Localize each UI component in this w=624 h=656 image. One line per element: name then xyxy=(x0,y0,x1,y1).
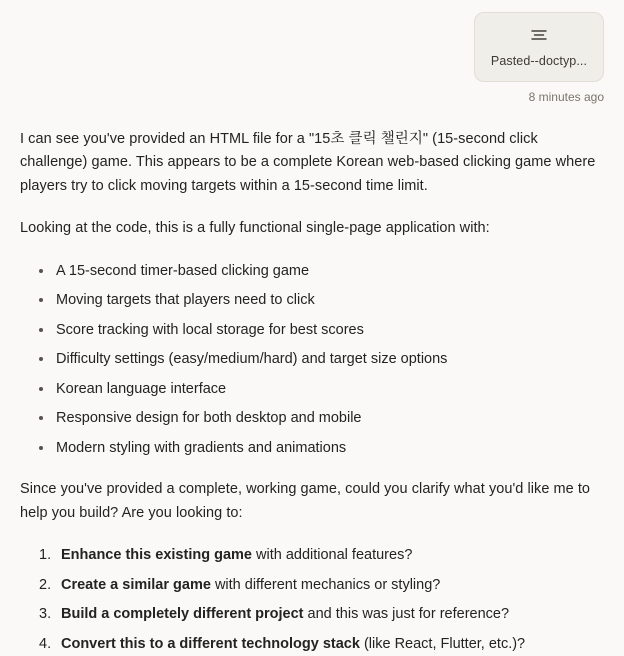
list-item: Difficulty settings (easy/medium/hard) and target size options xyxy=(37,348,604,370)
option-title: Build a completely different project xyxy=(61,606,304,623)
list-item: Moving targets that players need to click xyxy=(37,289,604,311)
list-item: Korean language interface xyxy=(37,378,604,400)
option-detail: and this was just for reference? xyxy=(303,606,510,623)
assistant-message xyxy=(0,104,624,656)
options-list xyxy=(20,544,604,655)
attachment-name: Pasted--doctyp... xyxy=(490,54,588,68)
option-title: Create a similar game xyxy=(61,576,211,593)
list-item xyxy=(37,544,604,567)
option-title: Enhance this existing game xyxy=(61,547,252,564)
attachment-row xyxy=(0,0,624,82)
attachment-card[interactable] xyxy=(474,12,604,82)
option-detail: (like React, Flutter, etc.)? xyxy=(359,636,526,653)
list-item: Responsive design for both desktop and mobile xyxy=(37,407,604,429)
option-title: Convert this to a different technology stack xyxy=(61,636,360,653)
option-detail: with different mechanics or styling? xyxy=(210,576,441,593)
list-item: A 15-second timer-based clicking game xyxy=(37,260,604,282)
feature-list xyxy=(20,260,604,459)
message-timestamp: 8 minutes ago xyxy=(528,90,604,104)
list-item: Modern styling with gradients and animations xyxy=(37,437,604,459)
option-detail: with additional features? xyxy=(251,547,413,564)
message-paragraph-1: I can see you've provided an HTML file for a "15초 클릭 챌린지" (15-second click challenge) game. This appears to be a complete Korean web-based clicking game where players try to click moving targets within a 15-second time limit. xyxy=(20,131,596,194)
list-item xyxy=(37,574,604,597)
document-lines-icon xyxy=(528,26,550,46)
message-paragraph-2: Looking at the code, this is a fully functional single-page application with: xyxy=(20,220,490,237)
list-item: Score tracking with local storage for best scores xyxy=(37,319,604,341)
list-item xyxy=(37,633,604,656)
message-paragraph-3: Since you've provided a complete, working game, could you clarify what you'd like me to help you build? Are you looking to: xyxy=(20,481,591,521)
timestamp-row xyxy=(0,82,624,104)
